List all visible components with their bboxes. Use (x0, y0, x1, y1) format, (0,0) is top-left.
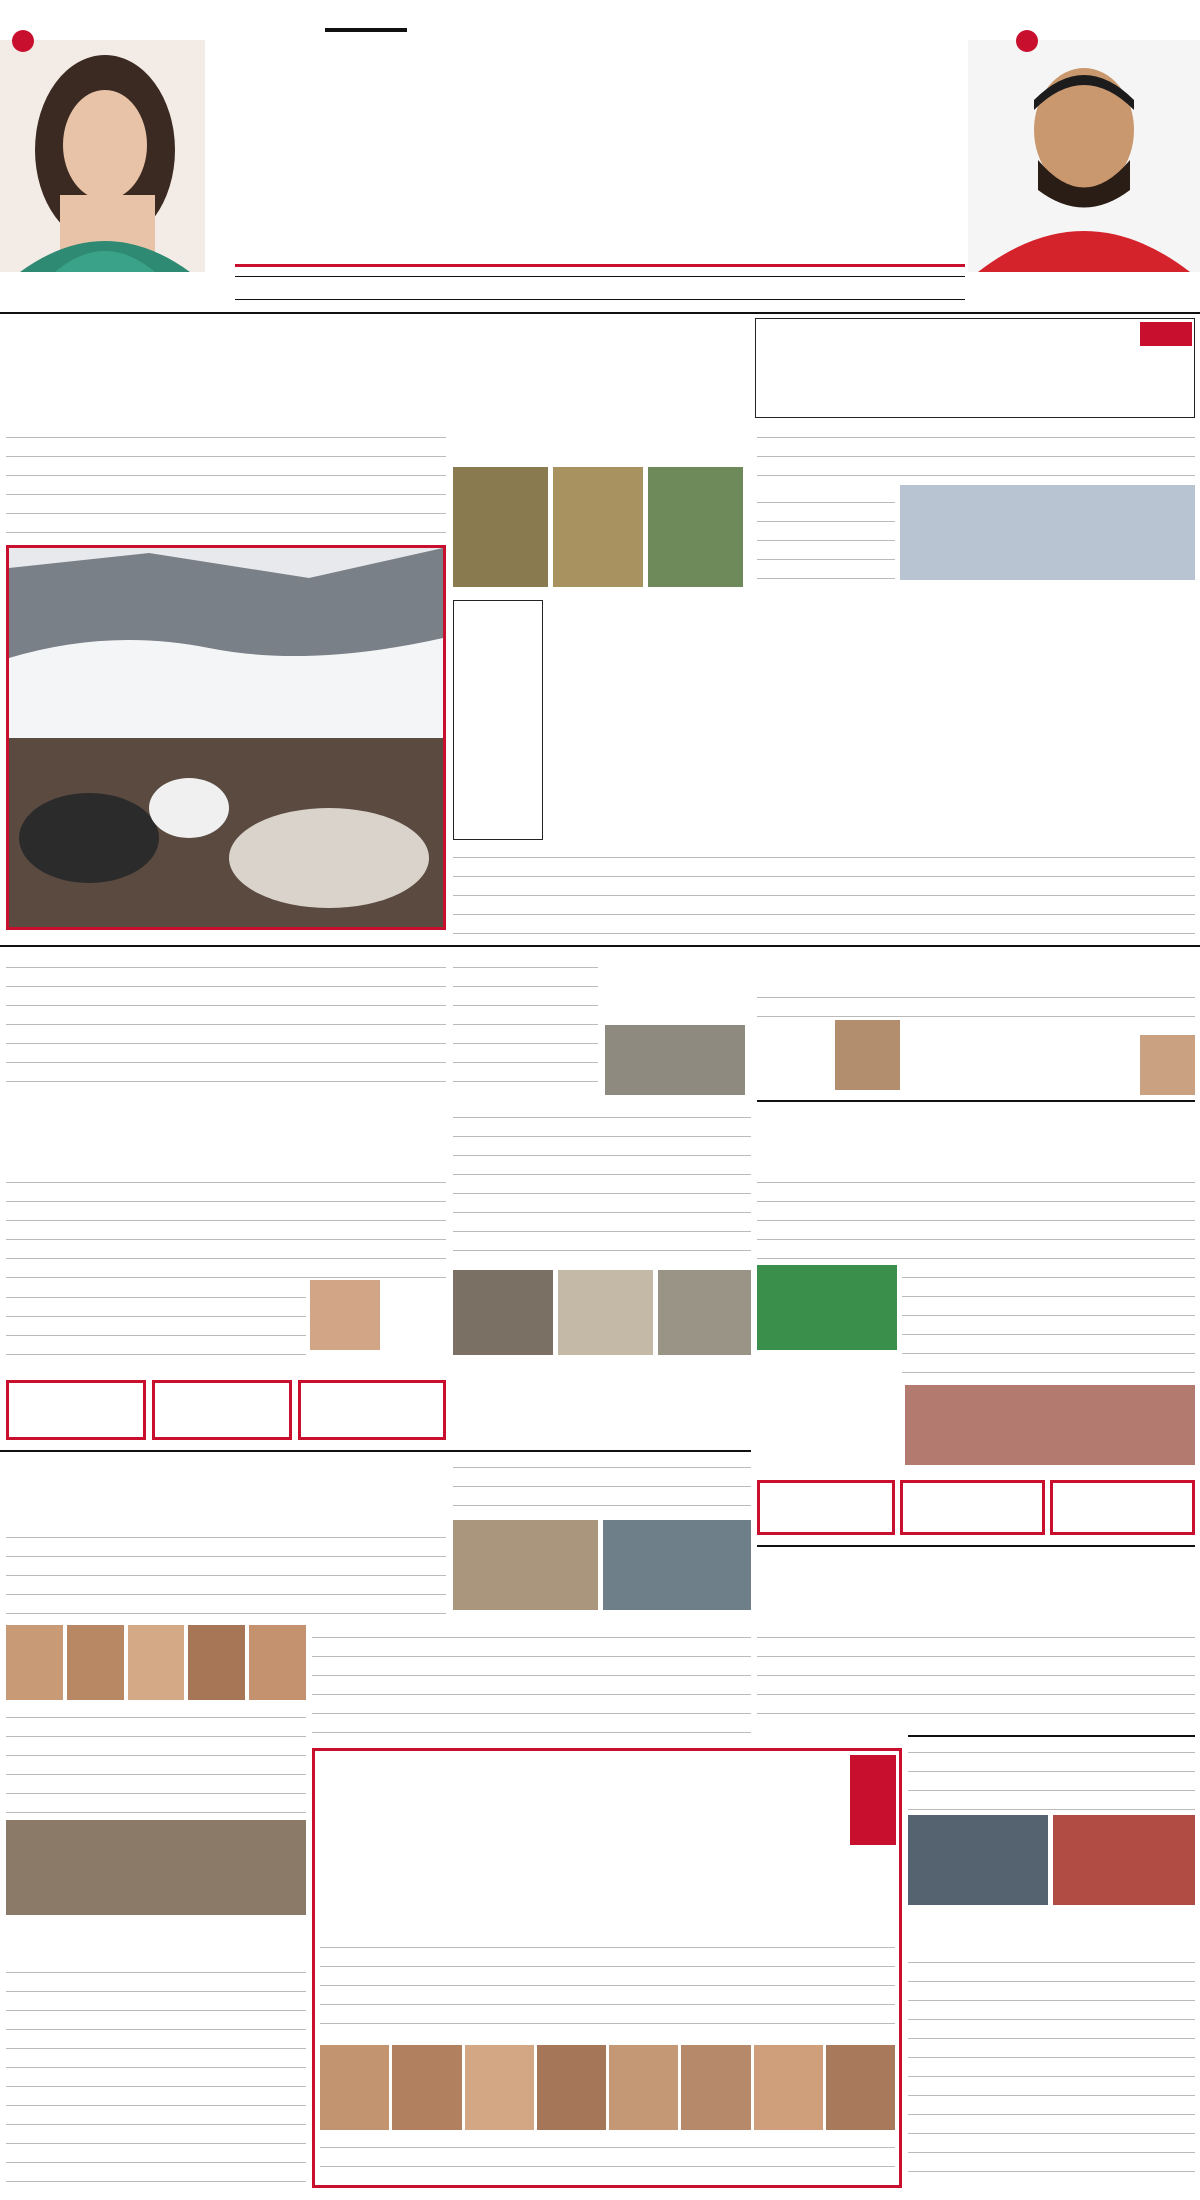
sports-box[interactable] (900, 1480, 1045, 1535)
smoke-photo (900, 485, 1195, 580)
portrait-strip (6, 1625, 306, 1700)
punjab-bike-box[interactable] (298, 1380, 446, 1440)
cricketer-photo (968, 40, 1200, 272)
rally-photo-2 (603, 1520, 751, 1610)
law-order-body (6, 1960, 306, 2185)
iran-body (757, 425, 1195, 485)
portrait (609, 2045, 678, 2130)
portrait (826, 2045, 895, 2130)
green-bus-side (902, 1265, 1195, 1380)
women-group-photo (905, 1385, 1195, 1465)
row3-left-body (6, 1285, 306, 1355)
right-bottom-body (908, 1950, 1195, 2185)
iran-side-body (757, 490, 895, 590)
portrait (249, 1625, 306, 1700)
petrol-body (757, 985, 1195, 1030)
portrait (67, 1625, 124, 1700)
portrait (6, 1625, 63, 1700)
karachi-box[interactable] (6, 1380, 146, 1440)
dateline-rule-top (235, 264, 965, 267)
divider (757, 1545, 1195, 1547)
abc-certified-badge (325, 28, 407, 72)
actress-photo (0, 40, 205, 272)
green-bus-photo (757, 1265, 897, 1350)
divider (908, 1735, 1195, 1737)
press-photo-1 (605, 1025, 745, 1095)
cricket-box[interactable] (757, 1480, 895, 1535)
portrait-small-2 (835, 1020, 900, 1090)
flood-body (6, 425, 446, 540)
cylinders-photo (1053, 1815, 1195, 1905)
meeting-photo (6, 1820, 306, 1915)
right-lower-body (908, 1740, 1195, 1810)
building-photo-1 (453, 1270, 553, 1355)
divider (0, 312, 1200, 314)
kharaba-body (6, 1525, 446, 1620)
portrait (128, 1625, 185, 1700)
imf-body-lines (320, 1935, 895, 2035)
multan-nursing-body (6, 1170, 446, 1280)
koh-suleman-body (453, 845, 1195, 935)
portrait (320, 2045, 389, 2130)
rally-photo-1 (453, 1520, 598, 1610)
dateline-bar (235, 276, 965, 300)
ogra-box[interactable] (152, 1380, 292, 1440)
divider (0, 1450, 751, 1452)
portrait (465, 2045, 534, 2130)
police-photo (908, 1815, 1048, 1905)
globe-icon (12, 30, 34, 52)
epaper-url[interactable] (6, 30, 40, 52)
row2-mid-body (453, 955, 598, 1100)
afghan-box[interactable] (1050, 1480, 1195, 1535)
snow-photo (6, 545, 446, 930)
portrait (392, 2045, 461, 2130)
portrait (754, 2045, 823, 2130)
portrait (188, 1625, 245, 1700)
iran-tag (1140, 322, 1192, 346)
row2-left-body (6, 955, 446, 1100)
site-url[interactable] (1010, 30, 1044, 52)
divider (757, 1100, 1195, 1102)
portrait (681, 2045, 750, 2130)
youth-drugs-body (757, 1625, 1195, 1725)
globe-icon (1016, 30, 1038, 52)
koh-suleman-sidebar (453, 600, 543, 840)
green-bus-body (757, 1170, 1195, 1260)
flooded-field-photo-1 (453, 467, 548, 587)
mid-col-body (453, 1105, 751, 1265)
row3-small-body (312, 1625, 751, 1740)
imf-portrait-strip (320, 2045, 895, 2130)
flooded-field-photo-3 (648, 467, 743, 587)
abc-badge-text (325, 28, 407, 32)
politician-portrait (310, 1280, 380, 1350)
portrait (537, 2045, 606, 2130)
imf-bottom-lines (320, 2135, 895, 2180)
building-photo-2 (558, 1270, 653, 1355)
row3-left-lower (6, 1705, 306, 1815)
building-photo-3 (658, 1270, 751, 1355)
divider (0, 945, 1200, 947)
imf-tag (850, 1755, 896, 1845)
iran-story (755, 318, 1195, 418)
portrait-small-1 (1140, 1035, 1195, 1095)
masthead (0, 0, 1200, 300)
flooded-field-photo-2 (553, 467, 643, 587)
row3-mid-body (453, 1455, 751, 1515)
